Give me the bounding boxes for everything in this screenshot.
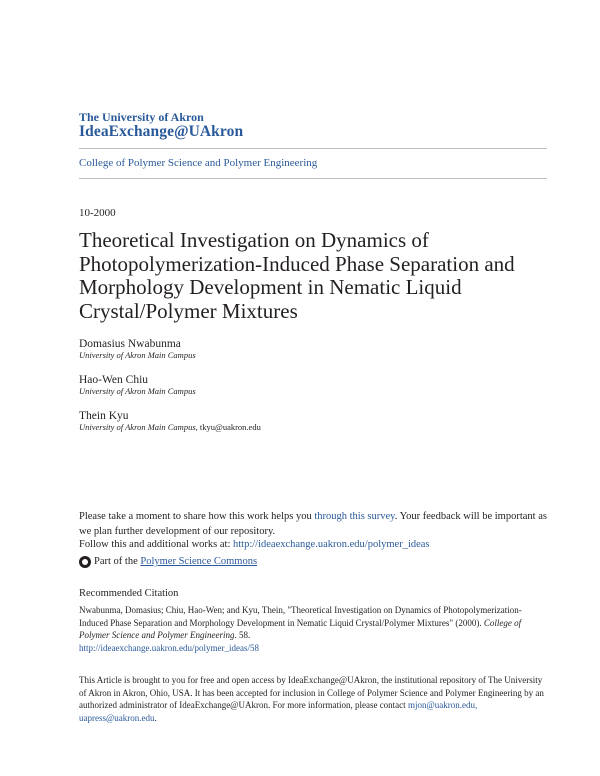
repository-name[interactable]: IdeaExchange@UAkron [79, 123, 244, 140]
author-block-2 [79, 374, 196, 396]
citation-journal: College of Polymer Science and Polymer Engineering [79, 617, 522, 640]
part-of-line [79, 554, 257, 569]
open-access-icon [79, 556, 91, 568]
author-affiliation: University of Akron Main Campus [79, 386, 196, 396]
part-of-label: Part of the [94, 556, 138, 567]
author-block-3 [79, 410, 261, 432]
author-affiliation-text: University of Akron Main Campus [79, 422, 196, 432]
access-text: This Article is brought to you for free and open access by IdeaExchange@UAkron, the institutional repository of The University of Akron in Akron, Ohio, USA. It has been accepted for inclusion in College of Polymer Science and Polymer Engineering by an authorized administrator of IdeaExchange@UAkron. For more information, please contact [79, 675, 544, 710]
college-divider [79, 178, 547, 179]
author-name: Thein Kyu [79, 410, 129, 422]
contact-emails-link[interactable]: mjon@uakron.edu, uapress@uakron.edu [79, 700, 478, 723]
citation-text [79, 604, 549, 654]
polymer-science-commons-link[interactable]: Polymer Science Commons [140, 556, 258, 567]
access-statement [79, 674, 549, 724]
top-divider [79, 148, 547, 149]
article-title: Theoretical Investigation on Dynamics of Photopolymerization-Induced Phase Separation and Morphology Development in Nematic Liquid Crystal/Polymer Mixtures [79, 228, 515, 323]
survey-link[interactable]: through this survey [314, 511, 395, 522]
citation-number: . 58. [234, 630, 251, 640]
author-affiliation: University of Akron Main Campus, tkyu@uakron.edu [79, 422, 261, 432]
follow-line [79, 537, 430, 552]
author-block-1 [79, 338, 196, 360]
author-name: Hao-Wen Chiu [79, 374, 149, 386]
share-text-after: . Your feedback will be important as we plan further development of our repository. [79, 511, 547, 537]
college-link[interactable]: College of Polymer Science and Polymer Engineering [79, 157, 318, 169]
follow-label: Follow this and additional works at: [79, 539, 233, 550]
collection-url-link[interactable]: http://ideaexchange.uakron.edu/polymer_ideas [233, 539, 430, 550]
author-email[interactable]: tkyu@uakron.edu [199, 422, 261, 432]
citation-url-link[interactable]: http://ideaexchange.uakron.edu/polymer_ideas/58 [79, 642, 259, 653]
share-text-before: Please take a moment to share how this work helps you [79, 511, 315, 522]
publication-date: 10-2000 [79, 207, 116, 219]
share-paragraph [79, 509, 549, 539]
university-name: The University of Akron [79, 110, 204, 124]
author-affiliation: University of Akron Main Campus [79, 350, 196, 360]
access-end: . [154, 712, 157, 723]
citation-body: Nwabunma, Domasius; Chiu, Hao-Wen; and Kyu, Thein, "Theoretical Investigation on Dynamics of Photopolymerization-Induced Phase Separation and Morphology Development in Nematic Liquid Crystal/Polymer Mixtures" (2000). [79, 605, 522, 628]
author-name: Domasius Nwabunma [79, 338, 181, 350]
citation-heading: Recommended Citation [79, 588, 179, 599]
